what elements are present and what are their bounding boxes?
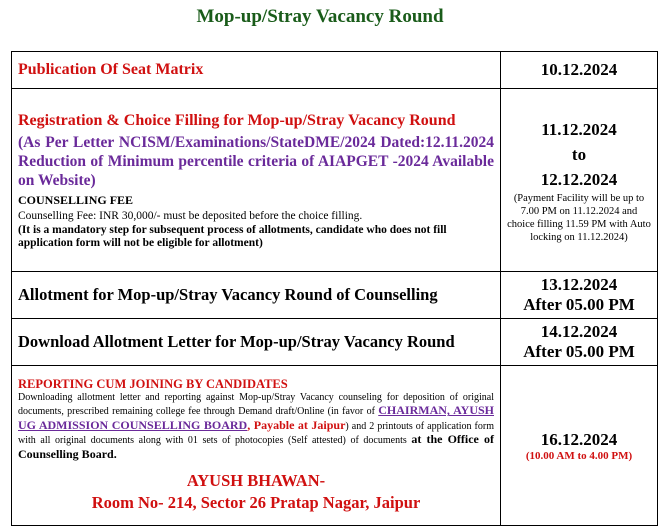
table-row bbox=[12, 52, 658, 89]
reporting-text-1: Downloading allotment letter and reporting against Mop-up/Stray Vacancy counseling for deposition of original documents, prescribed remaining college fee through Demand draft/Online (in favor of bbox=[18, 391, 494, 418]
table-row bbox=[12, 89, 658, 272]
fee-note: (It is a mandatory step for subsequent process of allotments, candidate who does not fill application form will not be eligible for allotment) bbox=[18, 223, 447, 249]
address-line-2: Room No- 214, Sector 26 Pratap Nagar, Jaipur bbox=[91, 493, 421, 513]
reporting-heading: REPORTING CUM JOINING BY CANDIDATES bbox=[18, 376, 288, 391]
reporting-text-2: and 2 printouts of application form with all original documents along with 01 sets of photocopies (Self attested) of documents bbox=[18, 420, 494, 447]
payable-at: , Payable at Jaipur bbox=[247, 417, 346, 432]
registration-date-cell bbox=[501, 89, 658, 272]
reporting-date: 16.12.2024 bbox=[540, 429, 618, 449]
seat-matrix-date: 10.12.2024 bbox=[540, 60, 618, 79]
registration-date-note: (Payment Facility will be up to 7.00 PM on 11.12.2024 and choice filling 11.59 PM with Auto locking on 11.12.2024) bbox=[507, 192, 651, 243]
registration-cell bbox=[12, 89, 501, 272]
allotment-date-cell bbox=[501, 272, 658, 319]
seat-matrix-date-cell bbox=[501, 52, 658, 89]
allotment-time: After 05.00 PM bbox=[523, 295, 635, 314]
allotment-cell bbox=[12, 272, 501, 319]
table-row bbox=[12, 366, 658, 526]
office-text: at the Office of Counselling Board. bbox=[18, 432, 494, 461]
registration-letter: (As Per Letter NCISM/Examinations/StateDME/2024 Dated:12.11.2024 Reduction of Minimum percentile criteria of AIAPGET -2024 Available on Website) bbox=[18, 133, 494, 189]
seat-matrix-cell bbox=[12, 52, 501, 89]
registration-date-to: 12.12.2024 bbox=[540, 169, 618, 189]
chairman-link[interactable]: CHAIRMAN, AYUSH UG ADMISSION COUNSELLING BOARD bbox=[18, 403, 494, 432]
reporting-cell bbox=[12, 366, 501, 526]
download-label: Download Allotment Letter for Mop-up/Stray Vacancy Round bbox=[18, 332, 455, 351]
paren-close: ) bbox=[345, 420, 349, 432]
download-time: After 05.00 PM bbox=[523, 342, 635, 361]
seat-matrix-label: Publication Of Seat Matrix bbox=[18, 61, 204, 78]
fee-heading: COUNSELLING FEE bbox=[18, 192, 134, 207]
reporting-time: (10.00 AM to 4.00 PM) bbox=[525, 449, 633, 462]
schedule-table bbox=[11, 51, 658, 526]
fee-text: Counselling Fee: INR 30,000/- must be deposited before the choice filling. bbox=[18, 209, 363, 222]
reporting-text bbox=[18, 392, 494, 463]
address-line-1: AYUSH BHAWAN- bbox=[186, 471, 326, 491]
page-title: Mop-up/Stray Vacancy Round bbox=[196, 6, 444, 27]
registration-date-from: 11.12.2024 bbox=[541, 119, 617, 139]
registration-date-to-word: to bbox=[571, 144, 587, 164]
allotment-label: Allotment for Mop-up/Stray Vacancy Round of Counselling bbox=[18, 285, 438, 304]
download-cell bbox=[12, 319, 501, 366]
table-row bbox=[12, 319, 658, 366]
allotment-date: 13.12.2024 bbox=[540, 275, 618, 294]
download-date: 14.12.2024 bbox=[540, 322, 618, 341]
address bbox=[18, 470, 494, 514]
table-row bbox=[12, 272, 658, 319]
reporting-date-cell bbox=[501, 366, 658, 526]
registration-heading: Registration & Choice Filling for Mop-up/Stray Vacancy Round bbox=[18, 111, 456, 129]
download-date-cell bbox=[501, 319, 658, 366]
